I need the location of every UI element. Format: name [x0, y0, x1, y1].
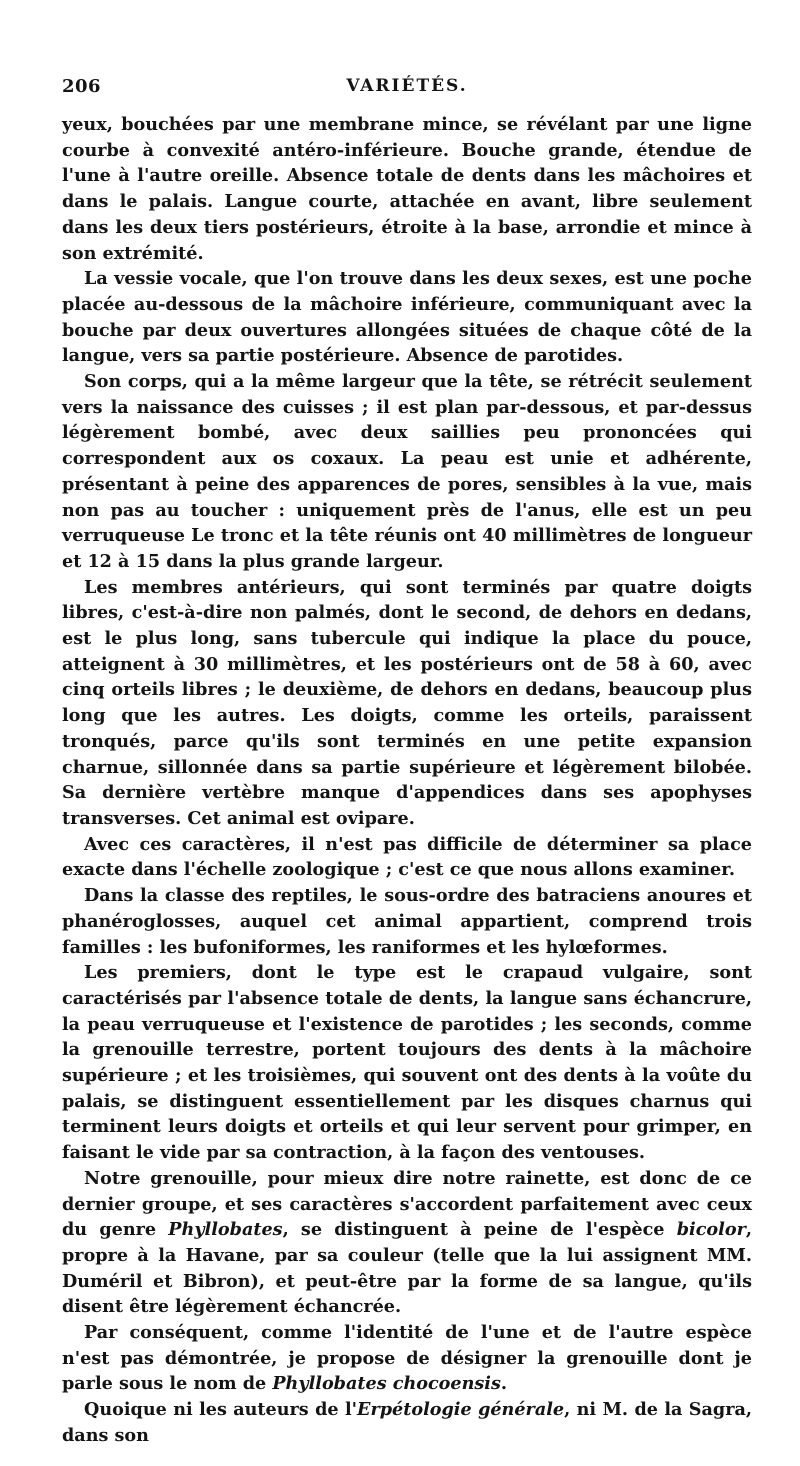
page-number: 206 — [62, 76, 102, 97]
paragraph — [62, 1166, 752, 1320]
paragraph — [62, 832, 752, 883]
paragraph-text: Par conséquent, comme l'identité de l'une et de l'autre espèce n'est pas démontrée, je propose de désigner la grenouille dont je parle sous le nom de — [62, 1322, 752, 1395]
paragraph-text: La vessie vocale, que l'on trouve dans les deux sexes, est une poche placée au-dessous de la mâchoire inférieure, communiquant avec la bouche par deux ouvertures allongées situées de chaque côté de la langue, vers sa partie postérieure. Absence de parotides. — [62, 268, 752, 367]
paragraph — [62, 112, 752, 266]
paragraph-text: Avec ces caractères, il n'est pas difficile de déterminer sa place exacte dans l'échelle zoologique ; c'est ce que nous allons examiner. — [62, 833, 752, 881]
paragraph-text: . — [500, 1373, 508, 1395]
paragraph — [62, 266, 752, 369]
paragraph-text: Les premiers, dont le type est le crapaud vulgaire, sont caractérisés par l'absence totale de dents, la langue sans échancrure, la peau verruqueuse et l'existence de parotides ; les seconds, comme la grenouille terrestre, portent toujours des dents à la mâchoire supérieure ; et les troisièmes, qui souvent ont des dents à la voûte du palais, se distinguent essentiellement par les disques charnus qui terminent leurs doigts et orteils et qui leur servent pour grimper, en faisant le vide par sa contraction, à la façon des ventouses. — [62, 962, 752, 1164]
paragraph-text: , ni M. de la Sagra, dans son — [62, 1399, 752, 1446]
paragraph-text: Les membres antérieurs, qui sont terminés par quatre doigts libres, c'est-à-dire non palmés, dont le second, de dehors en dedans, est le plus long, sans tubercule qui indique la place du pouce, atteignent à 30 millimètres, et les postérieurs ont de 58 à 60, avec cinq orteils libres ; le deuxième, de dehors en dedans, beaucoup plus long que les autres. Les doigts, comme les orteils, paraissent tronqués, parce qu'ils sont terminés en une petite expansion charnue, sillonnée dans sa partie supérieure et légèrement bilobée. Sa dernière vertèbre manque d'appendices dans ses apophyses transverses. Cet animal est ovipare. — [62, 576, 752, 829]
book-title: Erpétologie générale — [357, 1399, 565, 1421]
paragraph-text: Dans la classe des reptiles, le sous-ordre des batraciens anoures et phanéroglosses, auquel cet animal appartient, comprend trois familles : les bufoniformes, les raniformes et les hylœformes. — [62, 885, 752, 958]
paragraph-text: yeux, bouchées par une membrane mince, se révélant par une ligne courbe à convexité antéro-inférieure. Bouche grande, étendue de l'une à l'autre oreille. Absence totale de dents dans les mâchoires et dans le palais. Langue courte, attachée en avant, libre seulement dans les deux tiers postérieurs, étroite à la base, arrondie et mince à son extrémité. — [62, 114, 752, 264]
species-name: bicolor — [676, 1219, 746, 1241]
paragraph — [62, 1320, 752, 1397]
paragraph — [62, 575, 752, 832]
paragraph — [62, 960, 752, 1166]
paragraph-text: , se distinguent à peine de l'espèce — [282, 1219, 677, 1241]
paragraph — [62, 883, 752, 960]
paragraph-text: Notre grenouille, pour mieux dire notre rainette, est donc de ce dernier groupe, et ses caractères s'accordent parfaitement avec ceux du genre — [62, 1167, 752, 1241]
running-title: VARIÉTÉS. — [346, 76, 468, 96]
paragraph-text: Quoique ni les auteurs de l' — [84, 1399, 358, 1421]
body-text — [62, 112, 752, 1449]
species-name: Phyllobates chocoensis — [272, 1373, 501, 1395]
paragraph — [62, 1397, 752, 1448]
paragraph-text: , propre à la Havane, par sa couleur (telle que la lui assignent MM. Duméril et Bibron), et peut-être par la forme de sa langue, qu'ils disent être légèrement échancrée. — [62, 1219, 752, 1318]
paragraph-text: Son corps, qui a la même largeur que la tête, se rétrécit seulement vers la naissance des cuisses ; il est plan par-dessous, et par-dessus légèrement bombé, avec deux saillies peu prononcées qui correspondent aux os coxaux. La peau est unie et adhérente, présentant à peine des apparences de pores, sensibles à la vue, mais non pas au toucher : uniquement près de l'anus, elle est un peu verruqueuse Le tronc et la tête réunis ont 40 millimètres de longueur et 12 à 15 dans la plus grande largeur. — [62, 371, 752, 572]
paragraph — [62, 369, 752, 575]
genus-name: Phyllobates — [168, 1219, 283, 1241]
running-head — [62, 76, 752, 102]
